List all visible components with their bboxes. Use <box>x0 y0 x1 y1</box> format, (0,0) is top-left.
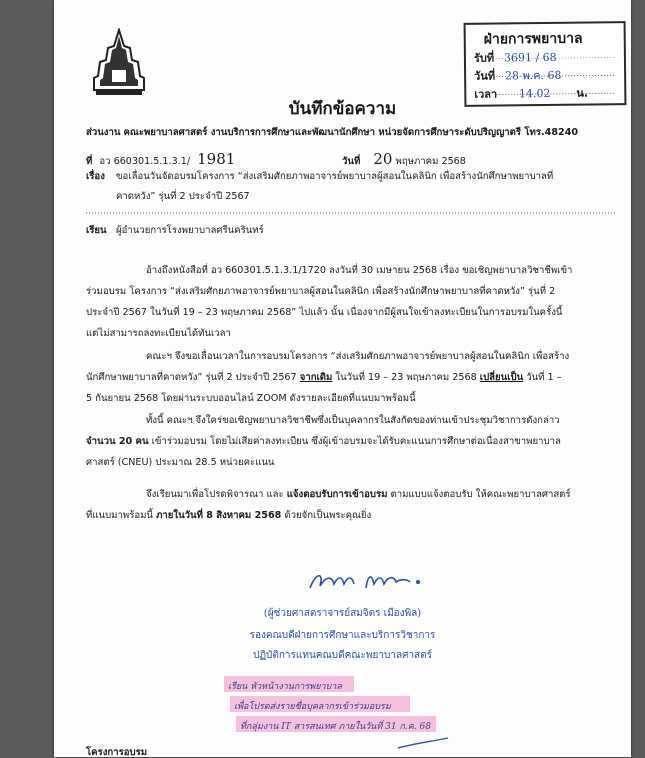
stamp-label: วันที่ <box>474 69 496 83</box>
stamp-date-value: 28 พ.ค. 68 <box>504 68 562 83</box>
paragraph-3-line-3: ศาสตร์ (CNEU) ประมาณ 28.5 หน่วยคะแนน <box>86 457 275 468</box>
p2-new-date: วันที่ 1 – <box>526 372 562 383</box>
recipient-label: เรียน <box>86 225 107 236</box>
paragraph-3-line-1: ทั้งนี้ คณะฯ จึงใคร่ขอเชิญพยาบาลวิชาชีพซึ่งเป็นบุคลากรในสังกัดของท่านเข้าประชุมวิชาการดังกล่าว <box>146 415 560 426</box>
department-label: ส่วนงาน <box>86 127 121 138</box>
p3-text: เข้าร่วมอบรม โดยไม่เสียค่าลงทะเบียน ซึ่งผู้เข้าอบรมจะได้รับคะแนนการศึกษาต่อเนื่องสาขาพยาบาล <box>151 436 561 447</box>
document-number-line <box>86 152 235 167</box>
p4-deadline: ภายในวันที่ 8 สิงหาคม 2568 <box>156 510 282 521</box>
paragraph-1-line-1: อ้างถึงหนังสือที่ อว 660301.5.1.3.1/1720 ลงวันที่ 30 เมษายน 2568 เรื่อง ขอเชิญพยาบาลวิชาชีพเข้า <box>146 265 573 276</box>
paragraph-1-line-4: แต่ไม่สามารถลงทะเบียนได้ทันเวลา <box>86 328 231 339</box>
handwritten-signature <box>306 568 436 596</box>
handwritten-note-1: เรียน หัวหน้างานการพยาบาล <box>228 682 342 692</box>
paragraph-3-line-2 <box>86 437 561 447</box>
p4-text-2: ตามแบบแจ้งตอบรับ ให้คณะพยาบาลศาสตร์ <box>390 489 571 500</box>
stamp-title: ฝ่ายการพยาบาล <box>483 30 583 48</box>
handwritten-note-3: ที่กลุ่มงาน IT สารสนเทศ ภายในวันที่ 31 ก.ค. 68 <box>240 722 431 732</box>
date-line <box>342 152 466 167</box>
receive-stamp <box>464 21 627 107</box>
date-label: วันที่ <box>342 156 361 167</box>
document-title: บันทึกข้อความ <box>288 99 397 119</box>
subject-text-2: คาดหวัง” รุ่นที่ 2 ประจำปี 2567 <box>116 191 250 202</box>
stamp-label: เวลา <box>474 87 498 101</box>
signatory-position-1: รองคณบดีฝ่ายการศึกษาและบริการวิชาการ <box>249 630 436 641</box>
subject-label: เรื่อง <box>86 171 105 182</box>
header-divider <box>86 212 616 214</box>
recipient-value: ผู้อำนวยการโรงพยาบาลศรีนครินทร์ <box>116 225 264 236</box>
paragraph-2-line-2 <box>86 373 562 383</box>
paragraph-4-line-1 <box>146 490 571 500</box>
handwritten-note-2: เพื่อโปรดส่งรายชื่อบุคลากรเข้าร่วมอบรม <box>234 702 391 712</box>
participant-count: จำนวน 20 คน <box>86 436 149 447</box>
recipient-line <box>86 226 107 236</box>
stamp-number-value: 3691 / 68 <box>503 50 557 65</box>
signatory-position-2: ปฏิบัติการแทนคณบดีคณะพยาบาลศาสตร์ <box>252 650 433 661</box>
signatory-name: (ผู้ช่วยศาสตราจารย์สมจิตร เมืองพิล) <box>263 608 422 619</box>
subject-text-1: ขอเลื่อนวันจัดอบรมโครงการ “ส่งเสริมศักยภาพอาจารย์พยาบาลผู้สอนในคลินิก เพื่อสร้างนักศึกษาพยาบาลที่ <box>116 171 554 182</box>
p2-changed-to-label: เปลี่ยนเป็น <box>479 372 524 383</box>
p4-text: จึงเรียนมาเพื่อโปรดพิจารณา และ <box>146 489 284 500</box>
paragraph-2-line-3: 5 กันยายน 2568 โดยผ่านระบบออนไลน์ ZOOM ดังรายละเอียดที่แนบมาพร้อมนี้ <box>86 393 416 404</box>
p4-attached: ที่แนบมาพร้อมนี้ <box>86 510 153 521</box>
paragraph-2-line-1: คณะฯ จึงขอเลื่อนเวลาในการอบรมโครงการ “ส่งเสริมศักยภาพอาจารย์พยาบาลผู้สอนในคลินิก เพื่อสร้าง <box>146 351 570 362</box>
paragraph-1-line-2: ร่วมอบรม โครงการ “ส่งเสริมศักยภาพอาจารย์พยาบาลผู้สอนในคลินิก เพื่อสร้างนักศึกษาพยาบาลที่คาดหวัง” รุ่นที่ 2 <box>86 286 556 297</box>
handwritten-initial <box>394 736 454 752</box>
stamp-time-value: 14.02 <box>518 86 551 101</box>
footer-cut-label: โครงการอบรม <box>86 747 148 758</box>
p2-from-label: จากเดิม <box>299 372 333 383</box>
paragraph-4-line-2 <box>86 511 371 521</box>
department-line <box>86 128 578 138</box>
date-handwritten-day: 20 <box>373 150 393 168</box>
p4-closing: ด้วยจักเป็นพระคุณยิ่ง <box>284 510 372 521</box>
document-page <box>54 0 631 757</box>
date-value: พฤษภาคม 2568 <box>395 156 466 167</box>
subject-line-1 <box>86 172 105 182</box>
number-label: ที่ <box>86 156 93 167</box>
p4-rsvp-emphasis: แจ้งตอบรับการเข้าอบรม <box>286 489 388 500</box>
paragraph-1-line-3: ประจำปี 2567 ในวันที่ 19 – 23 พฤษภาคม 2568” ไปแล้ว นั้น เนื่องจากมีผู้สนใจเข้าลงทะเบียนในการอบรมในครั้งนี้ <box>86 307 563 318</box>
university-seal-logo <box>90 28 148 98</box>
stamp-time-suffix: น. <box>576 86 589 100</box>
stamp-label: รับที่ <box>473 51 495 65</box>
p2-old-date: ในวันที่ 19 – 23 พฤษภาคม 2568 <box>335 372 477 383</box>
department-value: คณะพยาบาลศาสตร์ งานบริการการศึกษาและพัฒนานักศึกษา หน่วยจัดการศึกษาระดับปริญญาตรี โทร.48240 <box>123 127 579 138</box>
p2-text: นักศึกษาพยาบาลที่คาดหวัง” รุ่นที่ 2 ประจำปี 2567 <box>86 372 297 383</box>
number-value: อว 660301.5.1.3.1/ <box>99 156 191 167</box>
number-handwritten: 1981 <box>197 150 236 168</box>
stamp-dotted-lines <box>496 57 616 101</box>
